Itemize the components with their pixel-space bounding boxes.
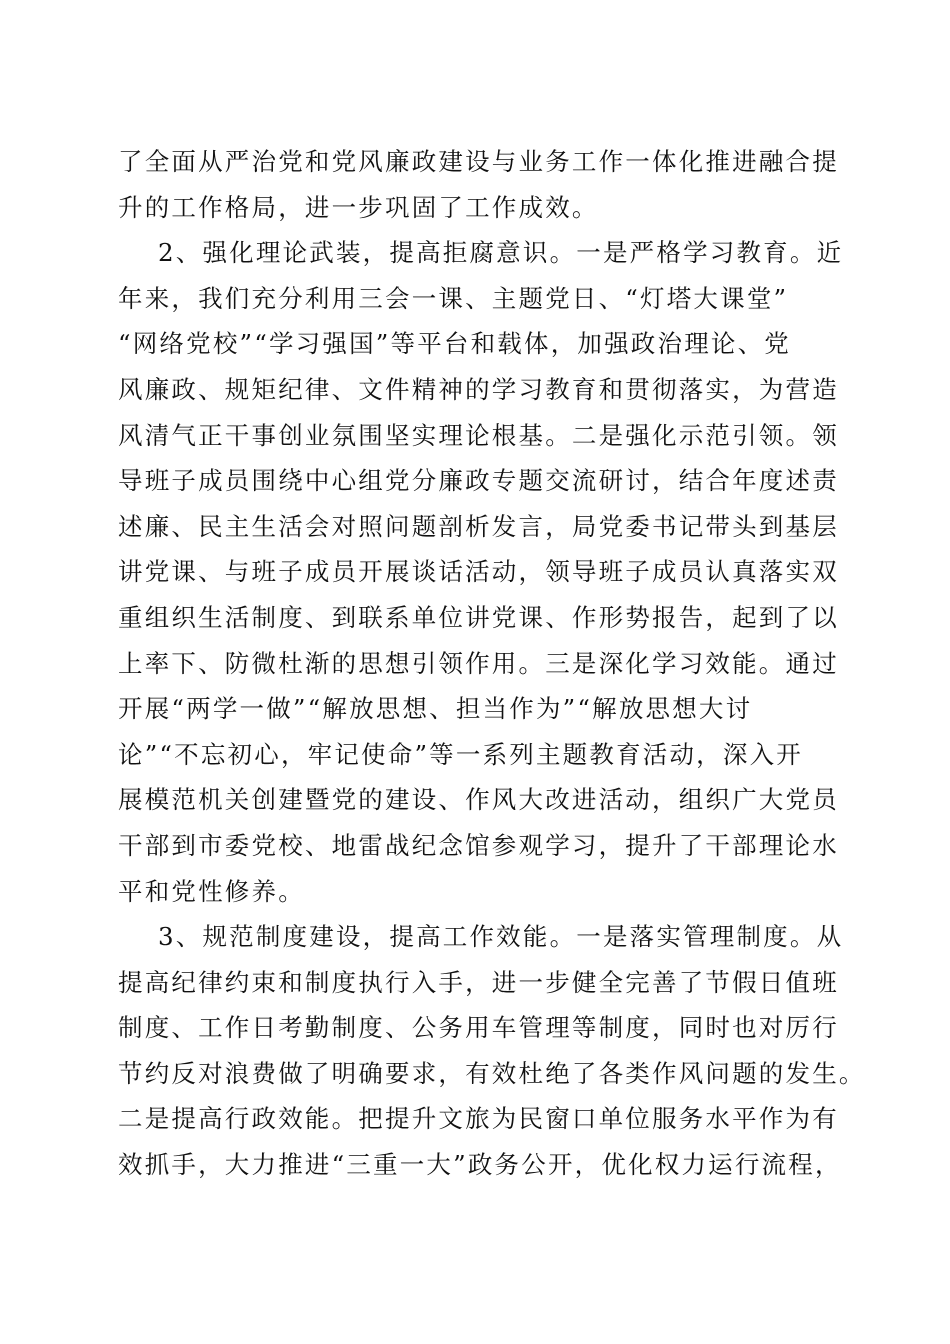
text-line: 重组织生活制度、到联系单位讲党课、作形势报告，起到了以	[118, 602, 839, 632]
text-line: 了全面从严治党和党风廉政建设与业务工作一体化推进融合提	[118, 147, 839, 176]
paragraph-start-line: 2、强化理论武装，提高拒腐意识。一是严格学习教育。近	[158, 238, 844, 268]
text-line: 讲党课、与班子成员开展谈话活动，领导班子成员认真落实双	[118, 557, 839, 587]
text-line: 二是提高行政效能。把提升文旅为民窗口单位服务水平作为有	[118, 1104, 839, 1134]
text-line: 制度、工作日考勤制度、公务用车管理等制度，同时也对厉行	[118, 1013, 839, 1043]
text-line: 开展“两学一做”“解放思想、担当作为”“解放思想大讨	[118, 694, 753, 724]
text-line: “网络党校”“学习强国”等平台和载体，加强政治理论、党	[118, 329, 791, 359]
text-line: 提高纪律约束和制度执行入手，进一步健全完善了节假日值班	[118, 967, 839, 997]
text-line: 论”“不忘初心，牢记使命”等一系列主题教育活动，深入开	[118, 739, 803, 769]
document-body	[118, 139, 866, 1188]
text-line: 风清气正干事创业氛围坚实理论根基。二是强化示范引领。领	[118, 420, 839, 450]
text-line: 干部到市委党校、地雷战纪念馆参观学习，提升了干部理论水	[118, 830, 839, 860]
text-line: 节约反对浪费做了明确要求，有效杜绝了各类作风问题的发生。	[118, 1058, 866, 1088]
text-line: 风廉政、规矩纪律、文件精神的学习教育和贯彻落实，为营造	[118, 374, 839, 404]
text-line: 年来，我们充分利用三会一课、主题党日、“灯塔大课堂”	[118, 283, 789, 313]
text-line: 导班子成员围绕中心组党分廉政专题交流研讨，结合年度述责	[118, 466, 839, 496]
text-line: 述廉、民主生活会对照问题剖析发言，局党委书记带头到基层	[118, 511, 839, 541]
text-line: 上率下、防微杜渐的思想引领作用。三是深化学习效能。通过	[118, 648, 839, 678]
paragraph-start-line: 3、规范制度建设，提高工作效能。一是落实管理制度。从	[158, 922, 844, 952]
text-line: 平和党性修养。	[118, 876, 305, 906]
text-line: 升的工作格局，进一步巩固了工作成效。	[118, 192, 599, 222]
text-line: 效抓手，大力推进“三重一大”政务公开，优化权力运行流程，	[118, 1150, 842, 1180]
text-line: 展模范机关创建暨党的建设、作风大改进活动，组织广大党员	[118, 785, 839, 815]
